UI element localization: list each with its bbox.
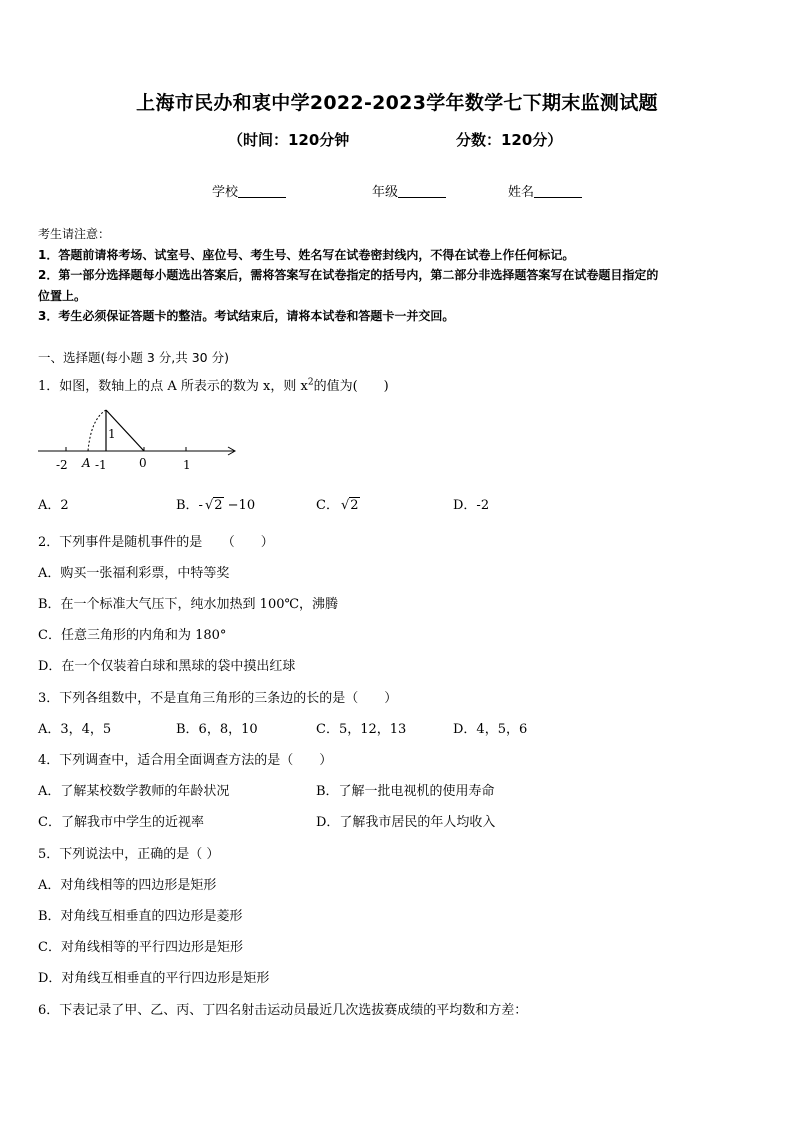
question-4-stem: 4．下列调查中，适合用全面调查方法的是（ ）: [38, 753, 333, 768]
exam-notice: [38, 224, 762, 327]
tick-label: -2: [56, 458, 68, 472]
notice-item: 位置上。: [38, 288, 87, 303]
q1-stem-text: 1．如图，数轴上的点 A 所表示的数为 x，则 x: [38, 379, 308, 394]
grade-blank[interactable]: [398, 185, 446, 198]
school-blank[interactable]: [238, 185, 286, 198]
school-label: 学校: [212, 185, 239, 200]
q2-option-b[interactable]: B．在一个标准大气压下，纯水加热到 100℃，沸腾: [38, 597, 339, 612]
q1-c-radicand: 2: [350, 498, 359, 513]
exam-subtitle: [228, 129, 588, 151]
question-6-stem: 6．下表记录了甲、乙、丙、丁四名射击运动员最近几次选拔赛成绩的平均数和方差：: [38, 1003, 528, 1018]
name-field[interactable]: [508, 181, 582, 200]
total-score: 分数：120分）: [456, 131, 563, 149]
time-limit: （时间：120分钟: [228, 131, 350, 149]
school-field[interactable]: [212, 181, 286, 200]
q5-option-b[interactable]: B．对角线互相垂直的四边形是菱形: [38, 909, 243, 924]
q3-option-b[interactable]: B．6，8，10: [176, 722, 258, 737]
sqrt-symbol: √2: [340, 498, 359, 513]
q2-option-d[interactable]: D．在一个仅装着白球和黑球的袋中摸出红球: [38, 659, 296, 674]
q1-b-suffix: −10: [223, 498, 256, 513]
q1-b-radicand: 2: [214, 498, 223, 513]
question-5-stem: 5．下列说法中，正确的是（ ）: [38, 847, 220, 862]
sqrt-symbol: √2: [204, 498, 223, 513]
q5-option-a[interactable]: A．对角线相等的四边形是矩形: [38, 878, 217, 893]
number-line-figure: [36, 405, 246, 473]
q1-exponent: 2: [307, 377, 314, 388]
question-3-stem: 3．下列各组数中，不是直角三角形的三条边的长的是（ ）: [38, 691, 398, 706]
q3-option-d[interactable]: D．4，5，6: [453, 722, 528, 737]
tick-label: 0: [139, 456, 147, 470]
q4-option-d[interactable]: D．了解我市居民的年人均收入: [316, 815, 496, 830]
q1-option-a[interactable]: A．2: [38, 498, 69, 513]
q1-option-c[interactable]: [316, 494, 360, 513]
tick-label: -1: [95, 458, 107, 472]
q4-option-a[interactable]: A．了解某校数学教师的年龄状况: [38, 784, 230, 799]
tick-label: 1: [183, 458, 191, 472]
q5-option-c[interactable]: C．对角线相等的平行四边形是矩形: [38, 940, 243, 955]
notice-item: 3．考生必须保证答题卡的整洁。考试结束后，请将本试卷和答题卡一并交回。: [38, 309, 455, 323]
question-2-stem: 2．下列事件是随机事件的是 （ ）: [38, 535, 274, 550]
point-a-label: A: [82, 456, 91, 470]
section-heading: 一、选择题(每小题 3 分,共 30 分): [38, 350, 229, 365]
grade-label: 年级: [372, 185, 399, 200]
height-label: 1: [108, 427, 116, 441]
q1-option-d[interactable]: D．-2: [453, 498, 490, 513]
question-1-stem: [38, 375, 389, 394]
q1-c-prefix: C．: [316, 498, 339, 513]
q2-option-c[interactable]: C．任意三角形的内角和为 180°: [38, 628, 227, 643]
notice-item: 2．第一部分选择题每小题选出答案后，需将答案写在试卷指定的括号内，第二部分非选择题答案写在试卷题目指定的: [38, 268, 659, 282]
q1-stem-suffix: 的值为( ): [313, 379, 389, 394]
q2-option-a[interactable]: A．购买一张福利彩票，中特等奖: [38, 566, 230, 581]
notice-item: 1．答题前请将考场、试室号、座位号、考生号、姓名写在试卷密封线内，不得在试卷上作任何标记。: [38, 247, 575, 262]
q5-option-d[interactable]: D．对角线互相垂直的平行四边形是矩形: [38, 971, 270, 986]
notice-heading: 考生请注意：: [38, 227, 111, 241]
q3-option-a[interactable]: A．3，4，5: [38, 722, 112, 737]
name-label: 姓名: [508, 185, 535, 200]
q1-b-prefix: B．-: [176, 498, 203, 513]
q4-option-b[interactable]: B．了解一批电视机的使用寿命: [316, 784, 495, 799]
q3-option-c[interactable]: C．5，12，13: [316, 722, 407, 737]
page-title: 上海市民办和衷中学2022-2023学年数学七下期末监测试题: [136, 92, 658, 114]
grade-field[interactable]: [372, 181, 446, 200]
compass-arc: [88, 410, 106, 451]
name-blank[interactable]: [534, 185, 582, 198]
q1-option-b[interactable]: [176, 494, 255, 513]
q4-option-c[interactable]: C．了解我市中学生的近视率: [38, 815, 204, 830]
